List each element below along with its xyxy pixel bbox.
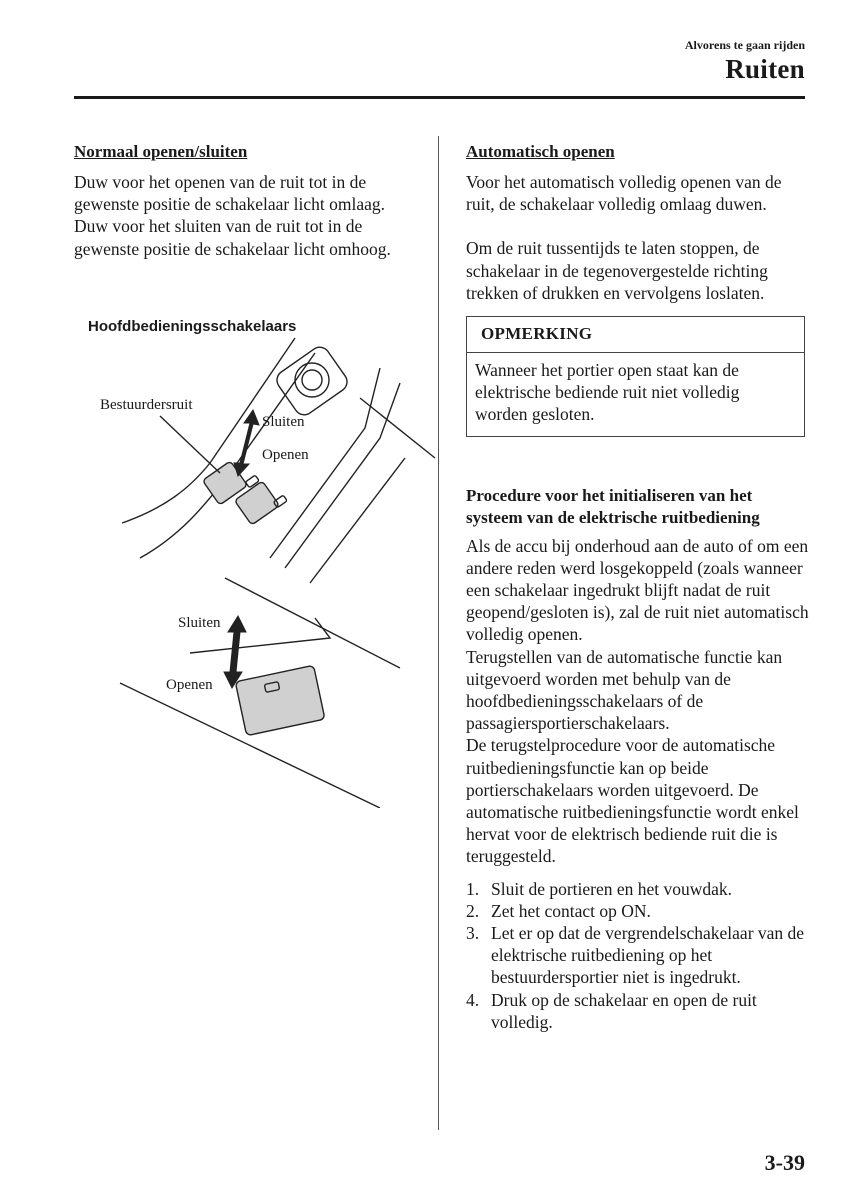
page-title: Ruiten bbox=[725, 54, 805, 84]
list-item bbox=[466, 878, 811, 900]
procedure-steps bbox=[466, 878, 811, 1033]
header-rule bbox=[74, 96, 805, 99]
list-item bbox=[466, 900, 811, 922]
label-open-top: Openen bbox=[262, 447, 309, 463]
right-column bbox=[466, 142, 811, 1033]
section-heading-auto: Automatisch openen bbox=[466, 142, 615, 161]
switch-figure bbox=[60, 328, 440, 808]
procedure-paragraph-1: Als de accu bij onderhoud aan de auto of om een andere reden werd losgekoppeld (zoals wanneer een schakelaar ingedrukt blijft nadat de ruit geopend/gesloten is), zal de ruit niet automatisch volledig openen. bbox=[466, 535, 809, 645]
step-number: 2. bbox=[466, 900, 480, 921]
list-item bbox=[466, 989, 811, 1033]
label-driver-window: Bestuurdersruit bbox=[100, 397, 193, 413]
step-text: Let er op dat de vergrendelschakelaar van de elektrische ruitbediening op het bestuurdersportier niet is ingedrukt. bbox=[491, 923, 805, 988]
procedure-paragraph-2: Terugstellen van de automatische functie kan uitgevoerd worden met behulp van de hoofdbedieningsschakelaars of de passagiersportierschakelaars. bbox=[466, 646, 783, 734]
note-text: Wanneer het portier open staat kan de elektrische bediende ruit niet volledig worden gesloten. bbox=[475, 360, 740, 425]
paragraph-open: Duw voor het openen van de ruit tot in de gewenste positie de schakelaar licht omlaag. bbox=[74, 172, 385, 215]
step-number: 4. bbox=[466, 989, 480, 1010]
label-close-top: Sluiten bbox=[262, 414, 305, 430]
label-open-bottom: Openen bbox=[166, 677, 213, 693]
paragraph-stop: Om de ruit tussentijds te laten stoppen, de schakelaar in de tegenovergestelde richting trekken of drukken en vervolgens loslaten. bbox=[466, 238, 768, 303]
step-text: Zet het contact op ON. bbox=[491, 900, 651, 921]
step-number: 3. bbox=[466, 923, 480, 944]
step-text: Sluit de portieren en het vouwdak. bbox=[491, 878, 733, 899]
step-text: Druk op de schakelaar en open de ruit volledig. bbox=[491, 989, 757, 1032]
procedure-paragraph-3: De terugstelprocedure voor de automatische ruitbedieningsfunctie kan op beide portierschakelaars worden uitgevoerd. De automatische ruitbedieningsfunctie wordt enkel hervat voor de elektrisch bediende ruit die is teruggesteld. bbox=[466, 735, 799, 867]
note-title: OPMERKING bbox=[467, 317, 804, 353]
section-heading-normal: Normaal openen/sluiten bbox=[74, 142, 248, 161]
note-box bbox=[466, 316, 805, 437]
step-number: 1. bbox=[466, 878, 480, 899]
list-item bbox=[466, 922, 811, 989]
figure-caption: Hoofdbedieningsschakelaars bbox=[88, 318, 297, 335]
header-subtitle: Alvorens te gaan rijden bbox=[684, 38, 805, 52]
paragraph-auto-open: Voor het automatisch volledig openen van de ruit, de schakelaar volledig omlaag duwen. bbox=[466, 172, 782, 215]
left-column bbox=[74, 142, 424, 260]
page-number: 3-39 bbox=[764, 1150, 805, 1175]
paragraph-close: Duw voor het sluiten van de ruit tot in de gewenste positie de schakelaar licht omhoog. bbox=[74, 216, 391, 259]
procedure-heading: Procedure voor het initialiseren van het systeem van de elektrische ruitbediening bbox=[466, 485, 760, 527]
label-close-bottom: Sluiten bbox=[178, 615, 221, 631]
